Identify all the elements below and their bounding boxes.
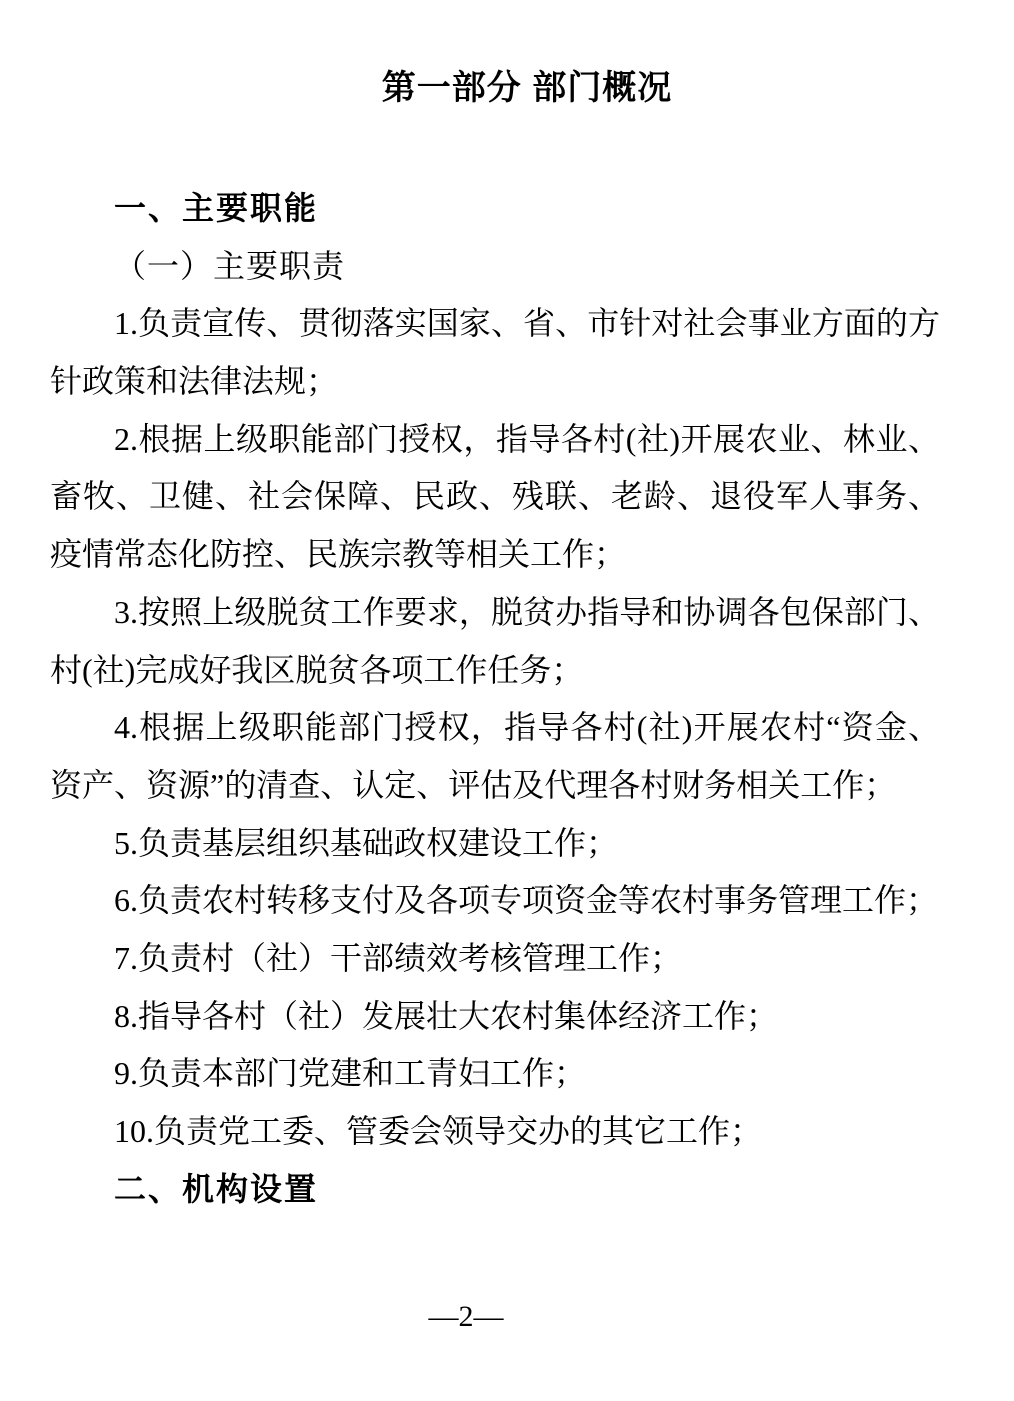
paragraph-line: 9.负责本部门党建和工青妇工作；: [114, 1055, 587, 1092]
paragraph-line: 7.负责村（社）干部绩效考核管理工作；: [114, 939, 683, 976]
paragraph-line: 3.按照上级脱贫工作要求，脱贫办指导和协调各包保部门、: [114, 593, 940, 630]
paragraph-line: 8.指导各村（社）发展壮大农村集体经济工作；: [114, 997, 779, 1034]
paragraph-line: 村(社)完成好我区脱贫各项工作任务；: [50, 651, 584, 688]
document-title: 第一部分 部门概况: [381, 69, 673, 107]
paragraph-line: 1.负责宣传、贯彻落实国家、省、市针对社会事业方面的方: [114, 305, 940, 342]
subsection-heading: （一）主要职责: [114, 247, 346, 284]
paragraph-line: 4.根据上级职能部门授权，指导各村(社)开展农村“资金、: [114, 709, 940, 746]
paragraph-line: 10.负责党工委、管委会领导交办的其它工作；: [114, 1113, 763, 1149]
paragraph-line: 5.负责基层组织基础政权建设工作；: [114, 824, 619, 861]
paragraph-line: 资产、资源”的清查、认定、评估及代理各村财务相关工作；: [50, 766, 897, 803]
paragraph-line: 疫情常态化防控、民族宗教等相关工作；: [50, 536, 627, 573]
paragraph-line: 畜牧、卫健、社会保障、民政、残联、老龄、退役军人事务、: [50, 478, 940, 515]
section-heading: 二、机构设置: [114, 1170, 319, 1207]
section-heading: 一、主要职能: [114, 190, 319, 226]
page-number: —2—: [428, 1300, 504, 1333]
paragraph-line: 针政策和法律法规；: [50, 363, 339, 400]
paragraph-line: 6.负责农村转移支付及各项专项资金等农村事务管理工作；: [114, 882, 939, 919]
document-content: [50, 180, 940, 1218]
paragraph-line: 2.根据上级职能部门授权，指导各村(社)开展农业、林业、: [114, 420, 940, 457]
